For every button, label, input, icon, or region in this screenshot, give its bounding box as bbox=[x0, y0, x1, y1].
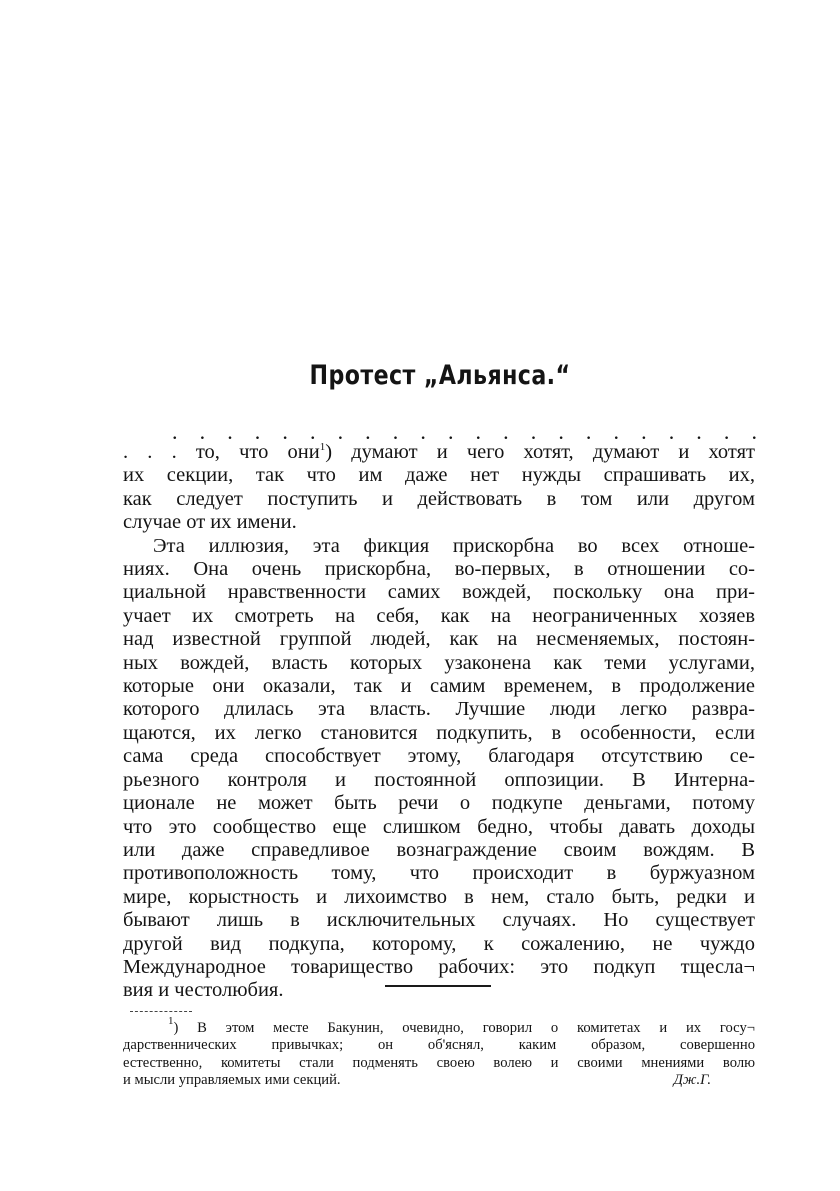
footnote-line-first: $^1$) В этом месте Бакунин, очевидно, говорил о комитетах и их госу¬ bbox=[168, 1015, 755, 1036]
text-line-first bbox=[123, 441, 755, 464]
text-line: сама среда способствует этому, благодаря отсутствию се- bbox=[123, 745, 755, 768]
first-line-end: ) думают и чего хотят, думают и хотят bbox=[325, 441, 755, 463]
text-line: ных вождей, власть которых узаконена как теми услугами, bbox=[123, 651, 755, 674]
text-line: над известной группой людей, как на несменяемых, постоян- bbox=[123, 628, 755, 651]
ellipsis-row bbox=[172, 419, 757, 444]
ellipsis-dot: . bbox=[503, 419, 509, 444]
text-line: что это сообщество еще слишком бедно, чтобы давать доходы bbox=[123, 815, 755, 838]
main-text bbox=[123, 441, 755, 1003]
ellipsis-dot: . bbox=[172, 419, 178, 444]
footnote-reference: 1 bbox=[319, 441, 326, 453]
text-line: вия и честолюбия. bbox=[123, 979, 284, 1002]
text-line: другой вид подкупа, которому, к сожалению, не чуждо bbox=[123, 932, 755, 955]
ellipsis-dot: . bbox=[447, 419, 454, 444]
footnote-marker: 1 bbox=[168, 1015, 174, 1027]
ellipsis-dot: . bbox=[282, 419, 288, 444]
text-line: случае от их имени. bbox=[123, 511, 297, 534]
footnote-line-last: и мысли управляемых ими секций. Дж.Г. bbox=[123, 1072, 755, 1089]
page-title: Протест „Альянса.“ bbox=[309, 360, 571, 391]
ellipsis-dot: . bbox=[613, 419, 619, 444]
ellipsis-dot: . bbox=[530, 419, 537, 444]
ellipsis-dot: . bbox=[309, 419, 316, 444]
text-line: Международное товарищество рабочих: это подкуп тщесла¬ bbox=[123, 955, 755, 978]
footnote-separator bbox=[130, 1011, 192, 1013]
text-line: ниях. Она очень прискорбна, во-первых, в отношении со- bbox=[123, 558, 755, 581]
first-line-start: . . . то, что они bbox=[123, 441, 320, 463]
text-line: щаются, их легко становится подкупить, в особенности, если bbox=[123, 721, 755, 744]
ellipsis-dot: . bbox=[365, 419, 371, 444]
ellipsis-dot: . bbox=[199, 419, 206, 444]
footnote bbox=[123, 1015, 755, 1090]
ellipsis-dot: . bbox=[392, 419, 399, 444]
text-line: циальной нравственности самих вождей, поскольку она при- bbox=[123, 581, 755, 604]
footnote-line: дарственнических привычках; он об'яснял, каким образом, совершенно bbox=[123, 1037, 755, 1054]
text-line: мире, корыстность и лихоимство в нем, стало быть, редки и bbox=[123, 885, 755, 908]
ellipsis-dot: . bbox=[227, 419, 233, 444]
ellipsis-dot: . bbox=[420, 419, 426, 444]
ellipsis-dot: . bbox=[723, 419, 730, 444]
text-line: учает их смотреть на себя, как на неограниченных хозяев bbox=[123, 604, 755, 627]
text-line: или даже справедливое вознаграждение своим вождям. В bbox=[123, 838, 755, 861]
text-line: рьезного контроля и постоянной оппозиции. В Интерна- bbox=[123, 768, 755, 791]
footnote-line: естественно, комитеты стали подменять своею волею и своими мнениями волю bbox=[123, 1054, 755, 1071]
ellipsis-dot: . bbox=[668, 419, 675, 444]
text-line: противоположность тому, что происходит в буржуазном bbox=[123, 862, 755, 885]
ellipsis-dot: . bbox=[558, 419, 564, 444]
ellipsis-dot: . bbox=[696, 419, 702, 444]
section-divider bbox=[385, 985, 491, 987]
ellipsis-dot: . bbox=[337, 419, 344, 444]
ellipsis-dot: . bbox=[585, 419, 592, 444]
ellipsis-dot: . bbox=[641, 419, 647, 444]
text-line: которые они оказали, так и самим временем, в продолжение bbox=[123, 675, 755, 698]
text-line: Эта иллюзия, эта фикция прискорбна во всех отноше- bbox=[153, 534, 755, 557]
text-line: их секции, так что им даже нет нужды спрашивать их, bbox=[123, 464, 755, 487]
ellipsis-dot: . bbox=[254, 419, 261, 444]
ellipsis-dot: . bbox=[751, 419, 757, 444]
ellipsis-dot: . bbox=[475, 419, 482, 444]
text-line: как следует поступить и действовать в том или другом bbox=[123, 487, 755, 510]
text-line: бывают лишь в исключительных случаях. Но существует bbox=[123, 909, 755, 932]
footnote-signature: Дж.Г. bbox=[673, 1072, 711, 1089]
text-line: которого длилась эта власть. Лучшие люди легко развра- bbox=[123, 698, 755, 721]
text-line: ционале не может быть речи о подкупе деньгами, потому bbox=[123, 792, 755, 815]
